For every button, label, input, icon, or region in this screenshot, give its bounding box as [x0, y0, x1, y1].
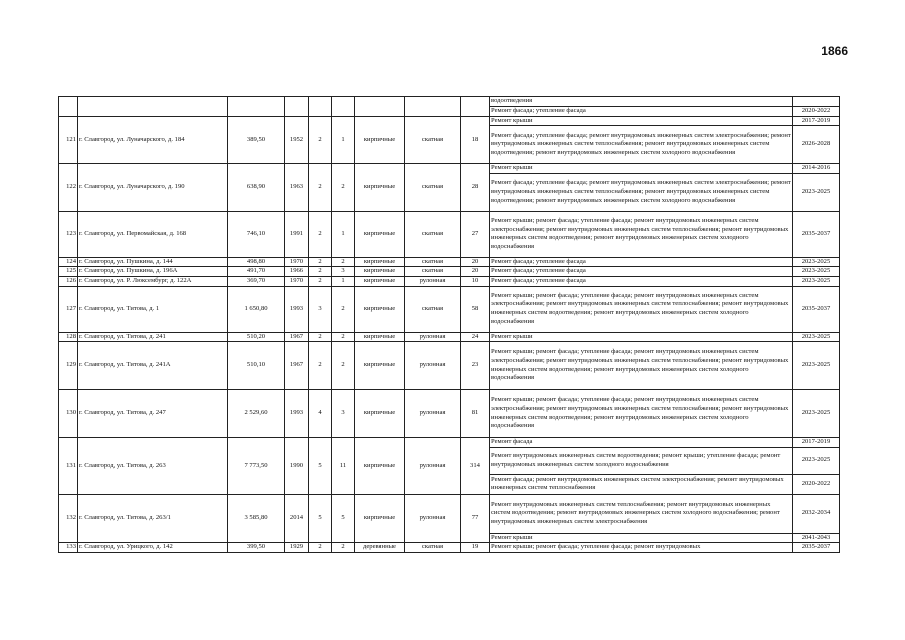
year-cell: 1991 — [285, 211, 309, 257]
table-row — [59, 164, 840, 174]
area-cell: 1 650,80 — [228, 286, 285, 332]
year-cell: 1970 — [285, 276, 309, 286]
table-row — [59, 342, 840, 390]
year-cell: 1993 — [285, 390, 309, 438]
address-cell: г. Славгород, ул. Первомайская, д. 168 — [78, 211, 228, 257]
table-row — [59, 276, 840, 286]
repair-works-cell: Ремонт фасада; утепление фасада — [490, 267, 793, 277]
address-cell — [78, 97, 228, 117]
period-cell: 2017-2019 — [793, 438, 840, 448]
address-cell: г. Славгород, ул. Титова, д. 263/1 — [78, 494, 228, 543]
floors-cell: 2 — [309, 342, 332, 390]
table-row — [59, 286, 840, 332]
entrances-cell: 2 — [332, 332, 355, 342]
apartments-cell: 23 — [461, 342, 490, 390]
repair-works-cell: Ремонт крыши; ремонт фасада; утепление фасада; ремонт внутридомовых инженерных систем электроснабжения; ремонт внутридомовых инженерных систем теплоснабжения; ремонт внутридомовых инженерных систем водоотведения; ремонт внутридомовых инженерных систем холодного водоснабжения — [490, 211, 793, 257]
wall-material-cell: кирпичные — [355, 211, 405, 257]
area-cell: 510,10 — [228, 342, 285, 390]
wall-material-cell: кирпичные — [355, 286, 405, 332]
address-cell: г. Славгород, ул. Титова, д. 241 — [78, 332, 228, 342]
repair-works-cell: Ремонт фасада; утепление фасада — [490, 257, 793, 267]
floors-cell: 2 — [309, 276, 332, 286]
page-number: 1866 — [821, 44, 848, 58]
address-cell: г. Славгород, ул. Титова, д. 263 — [78, 438, 228, 495]
apartments-cell: 77 — [461, 494, 490, 543]
period-cell — [793, 97, 840, 107]
address-cell: г. Славгород, ул. Титова, д. 1 — [78, 286, 228, 332]
address-cell: г. Славгород, ул. Титова, д. 241А — [78, 342, 228, 390]
row-number-cell: 126 — [59, 276, 78, 286]
period-cell: 2014-2016 — [793, 164, 840, 174]
period-cell: 2023-2025 — [793, 390, 840, 438]
row-number-cell: 128 — [59, 332, 78, 342]
period-cell: 2035-2037 — [793, 286, 840, 332]
table-row — [59, 494, 840, 533]
table-row — [59, 332, 840, 342]
row-number-cell: 132 — [59, 494, 78, 543]
repair-works-cell: Ремонт фасада; утепление фасада; ремонт внутридомовых инженерных систем электроснабжения; ремонт внутридомовых инженерных систем теплоснабжения; ремонт внутридомовых инженерных систем водоотведения; ремонт внутридомовых инженерных систем холодного водоснабжения — [490, 126, 793, 164]
entrances-cell: 2 — [332, 286, 355, 332]
period-cell: 2041-2043 — [793, 533, 840, 543]
floors-cell: 2 — [309, 257, 332, 267]
entrances-cell: 1 — [332, 276, 355, 286]
roof-type-cell: рулонная — [405, 438, 461, 495]
wall-material-cell: кирпичные — [355, 164, 405, 212]
apartments-cell: 20 — [461, 267, 490, 277]
address-cell: г. Славгород, ул. Р. Люксембург, д. 122А — [78, 276, 228, 286]
year-cell: 1963 — [285, 164, 309, 212]
address-cell: г. Славгород, ул. Титова, д. 247 — [78, 390, 228, 438]
table-row — [59, 543, 840, 553]
row-number-cell: 124 — [59, 257, 78, 267]
year-cell: 1967 — [285, 332, 309, 342]
entrances-cell: 1 — [332, 116, 355, 164]
period-cell: 2023-2025 — [793, 173, 840, 211]
repair-works-cell: Ремонт крыши — [490, 164, 793, 174]
wall-material-cell: кирпичные — [355, 116, 405, 164]
area-cell: 638,90 — [228, 164, 285, 212]
roof-type-cell: рулонная — [405, 276, 461, 286]
table-row — [59, 211, 840, 257]
roof-type-cell: скатная — [405, 286, 461, 332]
row-number-cell: 129 — [59, 342, 78, 390]
roof-type-cell: скатная — [405, 211, 461, 257]
roof-type-cell: рулонная — [405, 332, 461, 342]
year-cell: 2014 — [285, 494, 309, 543]
period-cell: 2020-2022 — [793, 106, 840, 116]
period-cell: 2023-2025 — [793, 257, 840, 267]
repair-works-cell: Ремонт внутридомовых инженерных систем теплоснабжения; ремонт внутридомовых инженерных систем водоотведения; ремонт внутридомовых инженерных систем холодного водоснабжения; ремонт внутридомовых инженерных систем электроснабжения — [490, 494, 793, 533]
entrances-cell: 11 — [332, 438, 355, 495]
table-body — [59, 97, 840, 553]
year-cell: 1952 — [285, 116, 309, 164]
area-cell: 7 773,50 — [228, 438, 285, 495]
area-cell: 2 529,60 — [228, 390, 285, 438]
area-cell: 369,70 — [228, 276, 285, 286]
register-table — [58, 96, 840, 553]
floors-cell: 2 — [309, 267, 332, 277]
repair-works-cell: Ремонт внутридомовых инженерных систем водоотведения; ремонт крыши; утепление фасада; ремонт внутридомовых инженерных систем холодного водоснабжения — [490, 447, 793, 474]
floors-cell: 3 — [309, 286, 332, 332]
roof-type-cell — [405, 97, 461, 117]
table-row — [59, 116, 840, 126]
repair-works-cell: Ремонт крыши — [490, 116, 793, 126]
period-cell: 2023-2025 — [793, 267, 840, 277]
table-row — [59, 257, 840, 267]
row-number-cell: 133 — [59, 543, 78, 553]
wall-material-cell: кирпичные — [355, 494, 405, 543]
area-cell: 746,10 — [228, 211, 285, 257]
roof-type-cell: скатная — [405, 257, 461, 267]
apartments-cell: 314 — [461, 438, 490, 495]
year-cell — [285, 97, 309, 117]
repair-works-cell: Ремонт крыши; ремонт фасада; утепление фасада; ремонт внутридомовых инженерных систем электроснабжения; ремонт внутридомовых инженерных систем теплоснабжения; ремонт внутридомовых инженерных систем водоотведения; ремонт внутридомовых инженерных систем холодного водоснабжения — [490, 286, 793, 332]
table-row — [59, 97, 840, 107]
area-cell: 498,80 — [228, 257, 285, 267]
period-cell: 2032-2034 — [793, 494, 840, 533]
row-number-cell: 121 — [59, 116, 78, 164]
repair-works-cell: Ремонт фасада — [490, 438, 793, 448]
entrances-cell: 1 — [332, 211, 355, 257]
period-cell: 2026-2028 — [793, 126, 840, 164]
wall-material-cell: кирпичные — [355, 390, 405, 438]
wall-material-cell: кирпичные — [355, 342, 405, 390]
area-cell: 510,20 — [228, 332, 285, 342]
floors-cell: 2 — [309, 332, 332, 342]
repair-works-cell: Ремонт крыши; ремонт фасада; утепление фасада; ремонт внутридомовых инженерных систем электроснабжения; ремонт внутридомовых инженерных систем теплоснабжения; ремонт внутридомовых инженерных систем водоотведения; ремонт внутридомовых инженерных систем холодного водоснабжения — [490, 342, 793, 390]
area-cell: 491,70 — [228, 267, 285, 277]
row-number-cell: 127 — [59, 286, 78, 332]
wall-material-cell: кирпичные — [355, 267, 405, 277]
entrances-cell — [332, 97, 355, 117]
repair-works-cell: Ремонт крыши; ремонт фасада; утепление фасада; ремонт внутридомовых — [490, 543, 793, 553]
wall-material-cell: кирпичные — [355, 438, 405, 495]
entrances-cell: 3 — [332, 267, 355, 277]
apartments-cell — [461, 97, 490, 117]
repair-works-cell: Ремонт фасада; ремонт внутридомовых инженерных систем электроснабжения; ремонт внутридомовых инженерных систем теплоснабжения — [490, 474, 793, 494]
period-cell: 2023-2025 — [793, 332, 840, 342]
apartments-cell: 24 — [461, 332, 490, 342]
roof-type-cell: скатная — [405, 267, 461, 277]
floors-cell: 5 — [309, 494, 332, 543]
floors-cell: 5 — [309, 438, 332, 495]
wall-material-cell: кирпичные — [355, 257, 405, 267]
apartments-cell: 81 — [461, 390, 490, 438]
period-cell: 2035-2037 — [793, 211, 840, 257]
address-cell: г. Славгород, ул. Пушкина, д. 144 — [78, 257, 228, 267]
year-cell: 1970 — [285, 257, 309, 267]
year-cell: 1929 — [285, 543, 309, 553]
row-number-cell: 131 — [59, 438, 78, 495]
period-cell: 2023-2025 — [793, 342, 840, 390]
table-row — [59, 390, 840, 438]
year-cell: 1967 — [285, 342, 309, 390]
apartments-cell: 58 — [461, 286, 490, 332]
repair-works-cell: Ремонт крыши — [490, 332, 793, 342]
row-number-cell: 122 — [59, 164, 78, 212]
row-number-cell: 130 — [59, 390, 78, 438]
roof-type-cell: рулонная — [405, 390, 461, 438]
address-cell: г. Славгород, ул. Пушкина, д. 196А — [78, 267, 228, 277]
repair-works-cell: Ремонт крыши — [490, 533, 793, 543]
period-cell: 2020-2022 — [793, 474, 840, 494]
floors-cell: 2 — [309, 211, 332, 257]
year-cell: 1990 — [285, 438, 309, 495]
apartments-cell: 27 — [461, 211, 490, 257]
repair-works-cell: водоотведения — [490, 97, 793, 107]
address-cell: г. Славгород, ул. Урицкого, д. 142 — [78, 543, 228, 553]
table-row — [59, 438, 840, 448]
housing-repair-table — [58, 96, 839, 553]
entrances-cell: 2 — [332, 164, 355, 212]
area-cell — [228, 97, 285, 117]
area-cell: 399,50 — [228, 543, 285, 553]
period-cell: 2023-2025 — [793, 276, 840, 286]
row-number-cell: 125 — [59, 267, 78, 277]
repair-works-cell: Ремонт фасада; утепление фасада; ремонт внутридомовых инженерных систем электроснабжения; ремонт внутридомовых инженерных систем теплоснабжения; ремонт внутридомовых инженерных систем водоотведения; ремонт внутридомовых инженерных систем холодного водоснабжения — [490, 173, 793, 211]
wall-material-cell: деревянные — [355, 543, 405, 553]
entrances-cell: 5 — [332, 494, 355, 543]
row-number-cell: 123 — [59, 211, 78, 257]
area-cell: 3 585,80 — [228, 494, 285, 543]
repair-works-cell: Ремонт крыши; ремонт фасада; утепление фасада; ремонт внутридомовых инженерных систем электроснабжения; ремонт внутридомовых инженерных систем теплоснабжения; ремонт внутридомовых инженерных систем водоотведения; ремонт внутридомовых инженерных систем холодного водоснабжения — [490, 390, 793, 438]
table-row — [59, 267, 840, 277]
period-cell: 2035-2037 — [793, 543, 840, 553]
address-cell: г. Славгород, ул. Луначарского, д. 190 — [78, 164, 228, 212]
year-cell: 1993 — [285, 286, 309, 332]
wall-material-cell: кирпичные — [355, 332, 405, 342]
address-cell: г. Славгород, ул. Луначарского, д. 184 — [78, 116, 228, 164]
wall-material-cell: кирпичные — [355, 276, 405, 286]
entrances-cell: 2 — [332, 257, 355, 267]
apartments-cell: 18 — [461, 116, 490, 164]
roof-type-cell: рулонная — [405, 494, 461, 543]
apartments-cell: 10 — [461, 276, 490, 286]
year-cell: 1966 — [285, 267, 309, 277]
period-cell: 2017-2019 — [793, 116, 840, 126]
repair-works-cell: Ремонт фасада; утепление фасада — [490, 106, 793, 116]
entrances-cell: 2 — [332, 342, 355, 390]
apartments-cell: 28 — [461, 164, 490, 212]
entrances-cell: 3 — [332, 390, 355, 438]
roof-type-cell: скатная — [405, 116, 461, 164]
floors-cell: 2 — [309, 543, 332, 553]
row-number-cell — [59, 97, 78, 117]
floors-cell — [309, 97, 332, 117]
area-cell: 389,50 — [228, 116, 285, 164]
repair-works-cell: Ремонт фасада; утепление фасада — [490, 276, 793, 286]
apartments-cell: 20 — [461, 257, 490, 267]
period-cell: 2023-2025 — [793, 447, 840, 474]
floors-cell: 4 — [309, 390, 332, 438]
roof-type-cell: скатная — [405, 543, 461, 553]
apartments-cell: 19 — [461, 543, 490, 553]
floors-cell: 2 — [309, 164, 332, 212]
entrances-cell: 2 — [332, 543, 355, 553]
wall-material-cell — [355, 97, 405, 117]
roof-type-cell: скатная — [405, 164, 461, 212]
roof-type-cell: рулонная — [405, 342, 461, 390]
floors-cell: 2 — [309, 116, 332, 164]
